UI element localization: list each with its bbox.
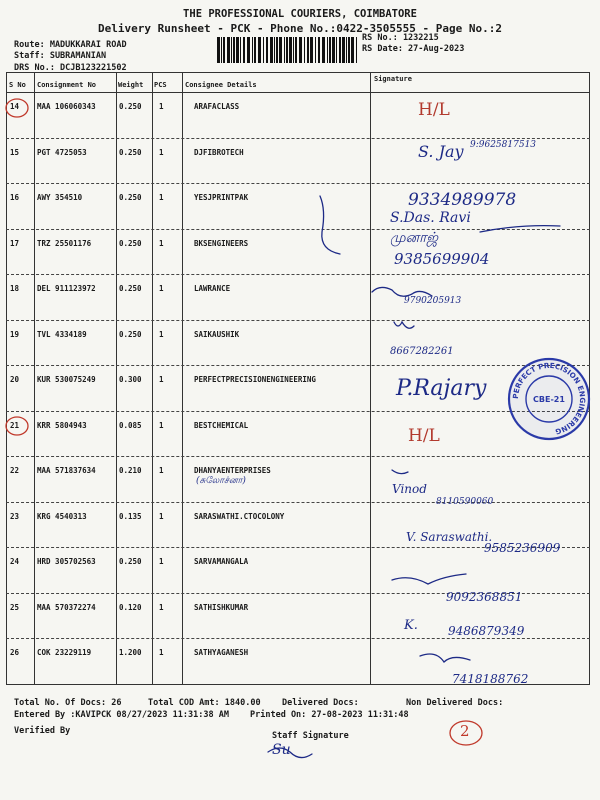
handwriting-r24-phone: 9092368851 <box>446 590 523 604</box>
handwriting-r20-signature: P.Rajary <box>396 376 487 401</box>
rs-date: RS Date: 27-Aug-2023 <box>362 44 465 54</box>
row-pcs: 1 <box>159 648 164 657</box>
row-divider <box>6 502 590 503</box>
row-consignment-no: TVL 4334189 <box>37 329 87 339</box>
route-label: Route: MADUKKARAI ROAD <box>14 40 127 50</box>
row-consignee: ARAFACLASS <box>194 102 240 111</box>
handwriting-r15-name: S. Jay <box>418 142 464 161</box>
row-pcs: 1 <box>159 375 164 384</box>
row-sno: 16 <box>10 193 20 202</box>
staff-signature-label: Staff Signature <box>272 731 349 741</box>
row-consignment-no: MAA 570372274 <box>37 602 96 612</box>
row-sno: 17 <box>10 238 20 248</box>
row-weight: 0.210 <box>119 466 142 475</box>
handwriting-r18-phone: 9790205913 <box>404 296 462 306</box>
row-consignee: YESJPRINTPAK <box>194 193 249 202</box>
row-consignment-no: KUR 530075249 <box>37 375 96 384</box>
row-consignee: PERFECTPRECISIONENGINEERING <box>194 375 316 384</box>
row-weight: 0.085 <box>119 420 142 430</box>
row-consignee: DHANYAENTERPRISES <box>194 466 271 475</box>
row-sno: 26 <box>10 648 20 657</box>
row-weight: 0.250 <box>119 147 142 157</box>
row-weight: 0.250 <box>119 284 142 293</box>
row-divider <box>6 229 590 230</box>
handwriting-r22-note: (சுலோச்னா) <box>196 476 246 486</box>
handwriting-r23-name: V. Saraswathi. <box>406 530 493 544</box>
verified-by: Verified By <box>14 726 71 736</box>
circle-mark-21 <box>4 414 32 438</box>
row-sno: 23 <box>10 511 20 521</box>
row-pcs: 1 <box>159 329 164 339</box>
row-consignee: SARASWATHI.CTOCOLONY <box>194 511 285 521</box>
row-sno: 20 <box>10 375 20 384</box>
company-stamp <box>507 357 591 441</box>
barcode-image <box>217 37 357 63</box>
row-pcs: 1 <box>159 147 164 157</box>
row-consignment-no: AWY 354510 <box>37 193 83 202</box>
handwriting-r17-phone: 9385699904 <box>394 250 490 268</box>
row-sno: 14 <box>10 102 20 111</box>
row-consignment-no: KRG 4540313 <box>37 511 87 521</box>
total-cod: Total COD Amt: 1840.00 <box>148 698 261 708</box>
stamp-center-text: CBE-21 <box>533 395 565 404</box>
rs-number: RS No.: 1232215 <box>362 33 439 43</box>
entered-by: Entered By :KAVIPCK 08/27/2023 11:31:38 AM <box>14 710 229 720</box>
row-pcs: 1 <box>159 238 164 248</box>
row-pcs: 1 <box>159 466 164 475</box>
row-consignment-no: HRD 305702563 <box>37 557 96 566</box>
circle-mark-14 <box>4 96 32 120</box>
handwriting-r14: H/L <box>418 100 450 120</box>
stamp-ring-text: PERFECT PRECISION ENGINEERING <box>510 360 588 437</box>
row-weight: 0.300 <box>119 375 142 384</box>
col-header-consignment: Consignment No <box>37 81 97 89</box>
handwriting-r16-phone: 9334989978 <box>408 190 517 210</box>
row-weight: 0.250 <box>119 238 142 248</box>
row-weight: 0.250 <box>119 557 142 566</box>
printed-on: Printed On: 27-08-2023 11:31:48 <box>250 710 409 720</box>
row-weight: 0.250 <box>119 102 142 111</box>
row-consignee: LAWRANCE <box>194 284 231 293</box>
row-consignee: BESTCHEMICAL <box>194 420 249 430</box>
handwriting-r25-signature: K. <box>404 618 418 633</box>
row-weight: 0.135 <box>119 511 142 521</box>
row-pcs: 1 <box>159 557 164 566</box>
row-sno: 15 <box>10 147 20 157</box>
row-sno: 18 <box>10 284 20 293</box>
row-divider <box>6 138 590 139</box>
row-divider <box>6 274 590 275</box>
row-weight: 0.120 <box>119 602 142 612</box>
row-weight: 0.250 <box>119 193 142 202</box>
document-subtitle: Delivery Runsheet - PCK - Phone No.:0422-3505555 - Page No.:2 <box>98 22 502 35</box>
handwriting-r17-name: முனாஜ் <box>390 230 439 246</box>
row-consignee: SATHYAGANESH <box>194 648 249 657</box>
row-divider <box>6 320 590 321</box>
row-weight: 1.200 <box>119 648 142 657</box>
row-sno: 19 <box>10 329 20 339</box>
row-consignment-no: MAA 106060343 <box>37 102 96 111</box>
row-consignment-no: COK 23229119 <box>37 648 92 657</box>
handwriting-r25-phone: 9486879349 <box>448 624 525 638</box>
staff-signature: Su <box>272 742 291 758</box>
row-consignee: DJFIBROTECH <box>194 147 244 157</box>
handwriting-r21: H/L <box>408 426 440 446</box>
handwriting-r15-phone: 9:9625817513 <box>470 140 537 150</box>
row-consignment-no: MAA 571837634 <box>37 466 96 475</box>
row-consignment-no: DEL 911123972 <box>37 284 96 293</box>
row-divider <box>6 365 590 366</box>
row-pcs: 1 <box>159 284 164 293</box>
row-pcs: 1 <box>159 420 164 430</box>
row-consignment-no: KRR 5804943 <box>37 420 87 430</box>
row-pcs: 1 <box>159 511 164 521</box>
row-divider <box>6 411 590 412</box>
row-consignment-no: TRZ 25501176 <box>37 238 92 248</box>
row-pcs: 1 <box>159 602 164 612</box>
row-sno: 22 <box>10 466 20 475</box>
handwriting-r26-phone: 7418188762 <box>452 672 529 686</box>
row-divider <box>6 183 590 184</box>
col-header-weight: Weight <box>118 81 144 89</box>
row-consignee: SAIKAUSHIK <box>194 329 240 339</box>
col-header-signature: Signature <box>374 75 412 83</box>
handwriting-r22-signature: Vinod <box>392 482 427 496</box>
handwriting-r16-name: S.Das. Ravi <box>390 210 471 226</box>
col-header-sno: S No <box>9 81 26 89</box>
row-consignee: SARVAMANGALA <box>194 557 249 566</box>
row-sno: 24 <box>10 557 20 566</box>
non-delivered-docs: Non Delivered Docs: <box>406 698 504 708</box>
col-header-consignee: Consignee Details <box>185 81 257 89</box>
row-consignment-no: PGT 4725053 <box>37 147 87 157</box>
total-docs: Total No. Of Docs: 26 <box>14 698 122 708</box>
handwriting-r19-phone: 8667282261 <box>390 346 454 357</box>
row-pcs: 1 <box>159 102 164 111</box>
row-sno: 25 <box>10 602 20 612</box>
row-consignee: BKSENGINEERS <box>194 238 249 248</box>
row-divider <box>6 638 590 639</box>
page-circle-number: 2 <box>460 722 470 740</box>
row-sno: 21 <box>10 420 20 430</box>
staff-label: Staff: SUBRAMANIAN <box>14 51 107 61</box>
row-divider <box>6 456 590 457</box>
drs-label: DRS No.: DCJB123221502 <box>14 63 127 73</box>
handwriting-r22-phone: 8110590060 <box>436 497 494 507</box>
delivered-docs: Delivered Docs: <box>282 698 359 708</box>
handwriting-r23-phone: 9585236909 <box>484 541 561 555</box>
row-weight: 0.250 <box>119 329 142 339</box>
row-consignee: SATHISHKUMAR <box>194 602 249 612</box>
document-title: THE PROFESSIONAL COURIERS, COIMBATORE <box>183 8 417 20</box>
col-header-pcs: PCS <box>154 81 167 89</box>
row-pcs: 1 <box>159 193 164 202</box>
